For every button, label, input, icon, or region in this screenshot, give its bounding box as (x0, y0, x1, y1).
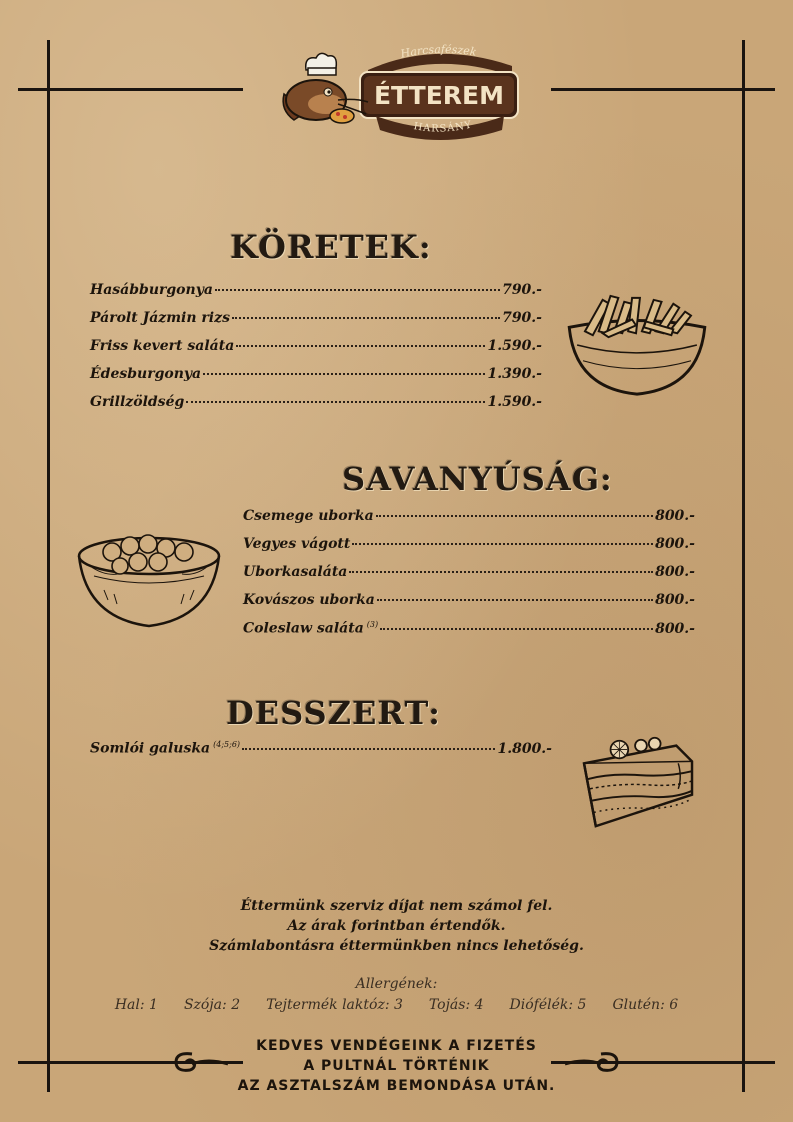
closing-line-3: AZ ASZTALSZÁM BEMONDÁSA UTÁN. (237, 1078, 556, 1094)
list-item (90, 366, 542, 394)
item-name: Uborkasaláta (243, 564, 348, 580)
list-item (243, 508, 695, 536)
meatball-salad-bowl-icon (74, 530, 224, 630)
list-item (243, 536, 695, 564)
list-item (243, 564, 695, 592)
dot-leader (215, 289, 500, 291)
item-price: 790.- (502, 282, 542, 298)
dot-leader (236, 345, 485, 347)
koretek-list (90, 282, 542, 422)
item-name: Párolt Jázmin rizs (90, 310, 230, 326)
list-item (243, 592, 695, 620)
list-item (90, 282, 542, 310)
logo-top-text: Harcsafészek (399, 42, 478, 61)
dot-leader (380, 628, 653, 630)
swirl-ornament-right-icon (563, 1050, 623, 1074)
item-name: Kovászos uborka (243, 592, 375, 608)
item-allergen: (3) (366, 620, 379, 629)
closing-line-1: KEDVES VENDÉGEINK A FIZETÉS (256, 1038, 537, 1054)
swirl-ornament-left-icon (170, 1050, 230, 1074)
item-name: Csemege uborka (243, 508, 374, 524)
allergen-item: Szója: 2 (183, 997, 241, 1013)
item-name (90, 740, 240, 757)
dot-leader (186, 401, 485, 403)
note-currency: Az árak forintban értendők. (287, 918, 506, 934)
dot-leader (376, 515, 653, 517)
item-name (243, 620, 378, 637)
item-name: Grillzöldség (90, 394, 185, 410)
desszert-list (90, 740, 552, 768)
frame-line-top-left (18, 88, 243, 91)
allergen-title: Allergének: (355, 976, 438, 992)
dot-leader (242, 748, 495, 750)
dot-leader (203, 373, 485, 375)
allergen-item: Diófélék: 5 (509, 997, 587, 1013)
item-name: Friss kevert saláta (90, 338, 235, 354)
fries-bowl-icon (563, 292, 711, 400)
item-price: 1.590.- (487, 394, 542, 410)
item-price: 800.- (655, 536, 695, 552)
item-price: 1.800.- (497, 740, 552, 757)
item-price: 800.- (655, 564, 695, 580)
list-item (90, 394, 542, 422)
fish-chef-mascot-icon (283, 53, 368, 123)
cake-slice-icon (580, 726, 698, 834)
section-title-desszert: DESSZERT: (226, 694, 441, 732)
item-price: 800.- (655, 508, 695, 524)
item-price: 800.- (655, 620, 695, 637)
note-service-fee: Éttermünk szerviz díjat nem számol fel. (240, 898, 553, 914)
logo-main-text: ÉTTEREM (373, 81, 505, 110)
savanyusag-list (243, 508, 695, 648)
item-name: Vegyes vágott (243, 536, 351, 552)
allergen-item: Tejtermék laktóz: 3 (266, 997, 403, 1013)
allergen-item: Glutén: 6 (612, 997, 679, 1013)
list-item (90, 740, 552, 768)
section-title-savanyusag: SAVANYÚSÁG: (342, 460, 613, 498)
list-item (243, 620, 695, 648)
frame-line-top-right (551, 88, 775, 91)
item-price: 800.- (655, 592, 695, 608)
logo-bottom-text: HARSÁNY (412, 119, 474, 135)
allergen-item: Hal: 1 (114, 997, 158, 1013)
dot-leader (349, 571, 653, 573)
restaurant-logo (276, 40, 520, 140)
dot-leader (377, 599, 653, 601)
note-split-bill: Számlabontásra éttermünkben nincs lehetőség. (209, 938, 584, 954)
dot-leader (352, 543, 653, 545)
list-item (90, 310, 542, 338)
item-price: 1.390.- (487, 366, 542, 382)
allergen-list (0, 997, 793, 1013)
dot-leader (232, 317, 500, 319)
item-allergen: (4;5;6) (213, 740, 241, 749)
item-name-text: Somlói galuska (90, 740, 211, 757)
section-title-koretek: KÖRETEK: (230, 228, 432, 266)
item-name: Hasábburgonya (90, 282, 213, 298)
allergen-item: Tojás: 4 (428, 997, 484, 1013)
item-name: Édesburgonya (90, 366, 202, 382)
item-price: 790.- (502, 310, 542, 326)
item-price: 1.590.- (487, 338, 542, 354)
list-item (90, 338, 542, 366)
item-name-text: Coleslaw saláta (243, 620, 364, 637)
closing-line-2: A PULTNÁL TÖRTÉNIK (303, 1058, 490, 1074)
